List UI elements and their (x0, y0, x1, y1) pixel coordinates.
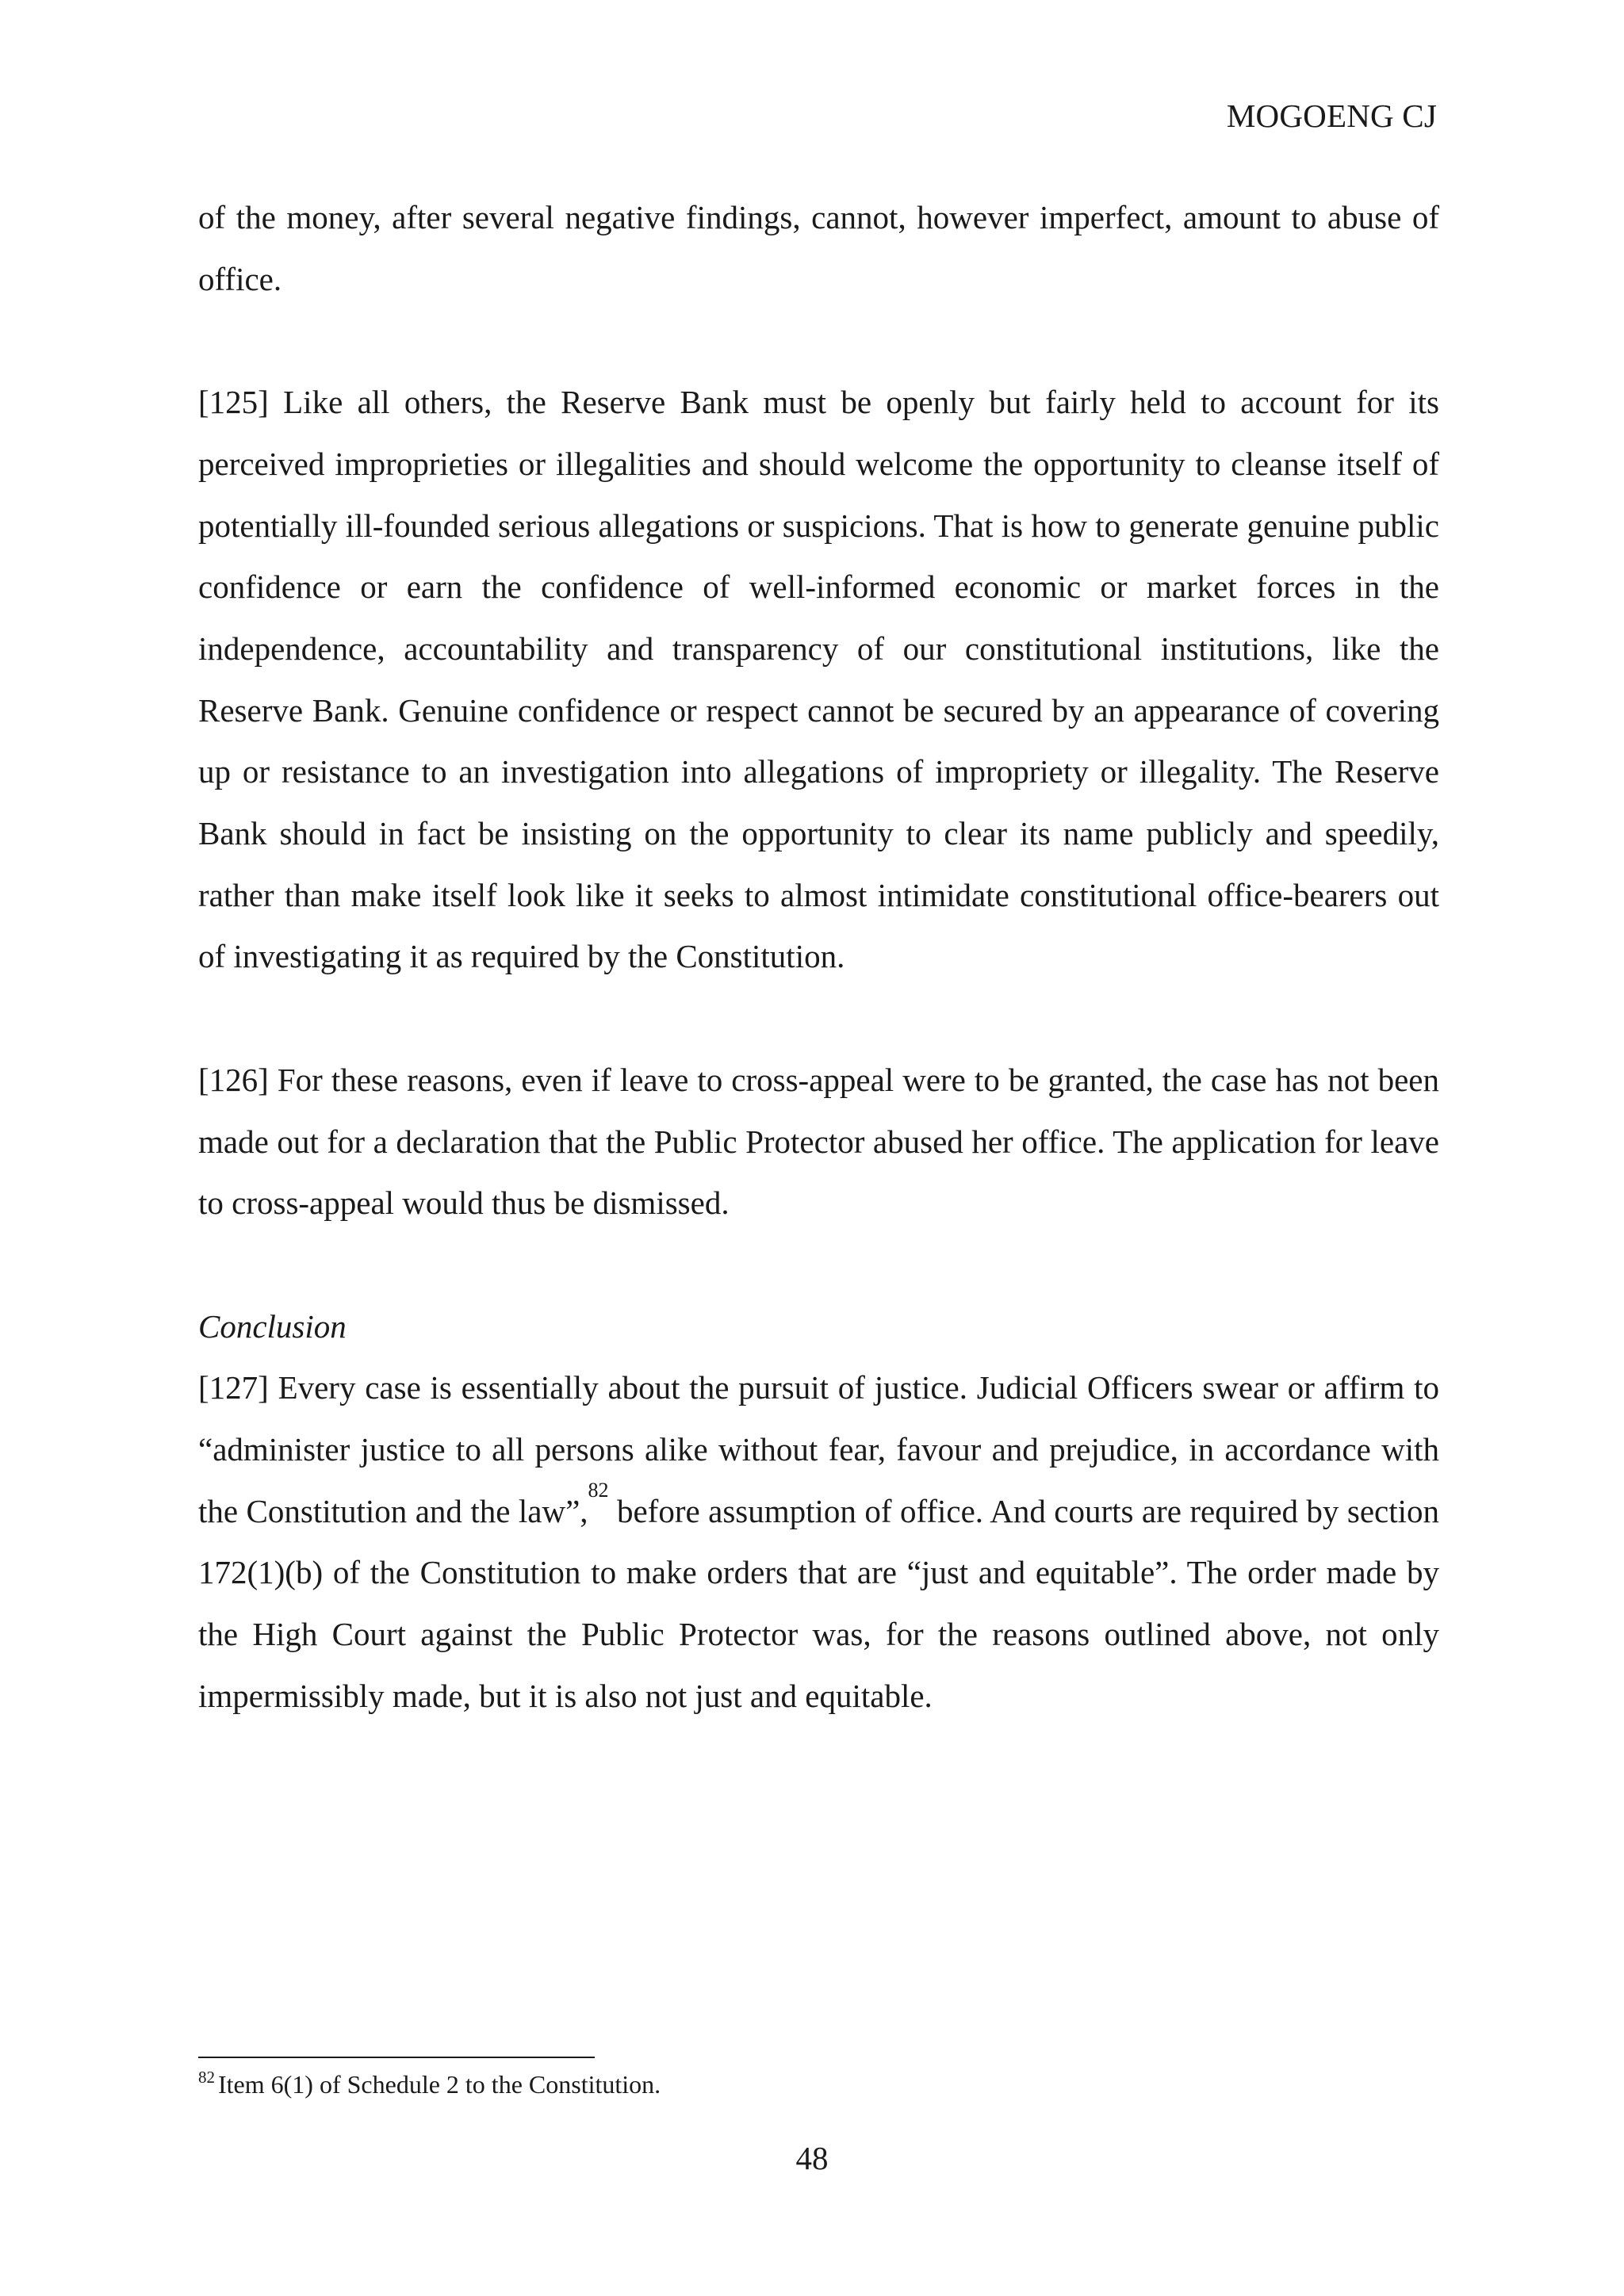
judgment-body (198, 187, 1439, 1728)
paragraph-127-text-end: before assumption of office. And courts are required by section 172(1)(b) of the Constitution to make orders that are “just and equitable”. The order made by the High Court against the Public Protector was, for the reasons outlined above, not only impermissibly made, but it is also not just and equitable. (198, 1492, 1440, 1714)
footnote-text: Item 6(1) of Schedule 2 to the Constitution. (218, 2070, 661, 2099)
running-header: MOGOENG CJ (1226, 98, 1437, 134)
paragraph-continuation: of the money, after several negative findings, cannot, however imperfect, amount to abuse of office. (198, 199, 1439, 297)
section-heading-conclusion: Conclusion (198, 1307, 347, 1345)
paragraph-125: [125] Like all others, the Reserve Bank must be openly but fairly held to account for its perceived improprieties or illegalities and should welcome the opportunity to cleanse itself of potentially ill-founded serious allegations or suspicions. That is how to generate genuine public confidence or earn the confidence of well-informed economic or market forces in the independence, accountability and transparency of our constitutional institutions, like the Reserve Bank. Genuine confidence or respect cannot be secured by an appearance of covering up or resistance to an investigation into allegations of impropriety or illegality. The Reserve Bank should in fact be insisting on the opportunity to clear its name publicly and speedily, rather than make itself look like it seeks to almost intimidate constitutional office-bearers out of investigating it as required by the Constitution. (198, 384, 1439, 975)
paragraph-126: [126] For these reasons, even if leave to cross-appeal were to be granted, the case has not been made out for a declaration that the Public Protector abused her office. The application for leave to cross-appeal would thus be dismissed. (198, 1061, 1439, 1222)
page-number: 48 (795, 2140, 829, 2176)
footnote-separator (198, 2057, 595, 2058)
footnote-reference[interactable]: 82 (588, 1479, 609, 1502)
footnote-number: 82 (198, 2068, 215, 2087)
paragraph-127-text-start: [127] Every case is essentially about the pursuit of justice. Judicial Officers swear or affirm to “administer justice to all persons alike without fear, favour and prejudice, in accordance with the Constitution and the law”, (198, 1369, 1439, 1529)
paragraph-127 (198, 1357, 1439, 1727)
footnote (198, 2070, 661, 2099)
